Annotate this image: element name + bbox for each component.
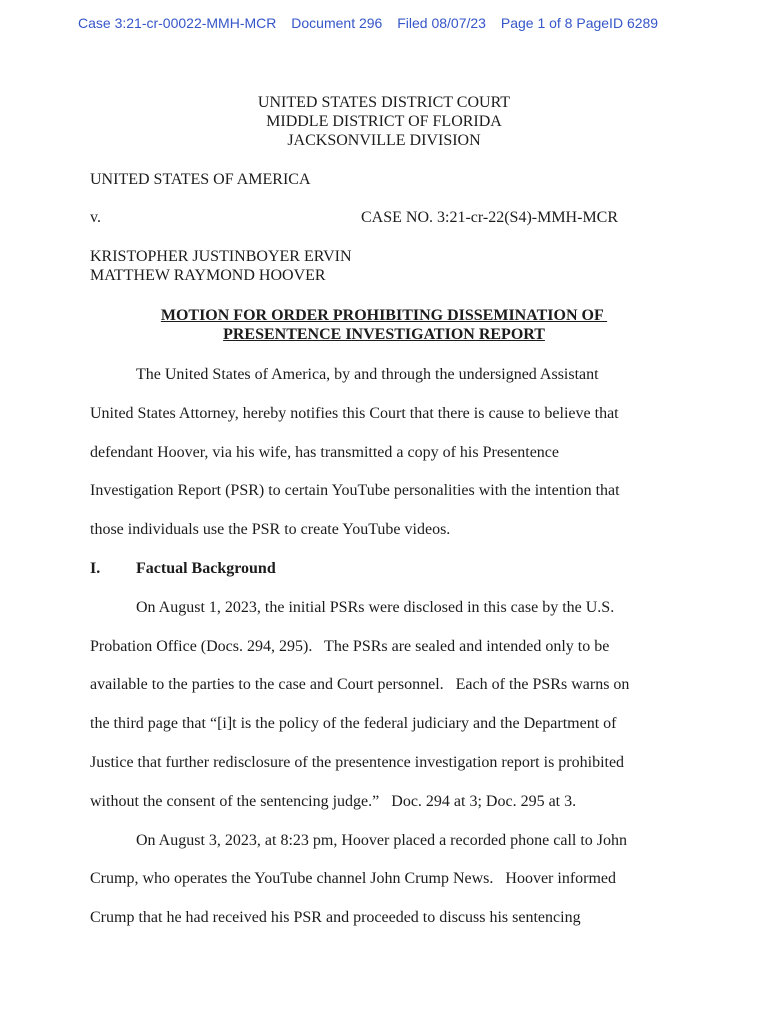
paragraph-line: those individuals use the PSR to create YouTube videos. xyxy=(90,521,451,539)
paragraph-line: United States Attorney, hereby notifies this Court that there is cause to believe that xyxy=(90,404,619,422)
paragraph-line: Justice that further redisclosure of the presentence investigation report is prohibited xyxy=(90,753,625,771)
page-id-stamp: Page 1 of 8 PageID 6289 xyxy=(500,15,659,31)
court-heading xyxy=(0,93,768,150)
caption-plaintiff: UNITED STATES OF AMERICA xyxy=(90,171,311,188)
court-district: MIDDLE DISTRICT OF FLORIDA xyxy=(266,113,502,130)
caption-versus-row xyxy=(90,208,690,228)
case-number: CASE NO. 3:21-cr-22(S4)-MMH-MCR xyxy=(361,209,619,226)
paragraph-factual-2 xyxy=(90,822,730,938)
paragraph-line: Crump that he had received his PSR and proceeded to discuss his sentencing xyxy=(90,909,581,927)
caption-defendant: MATTHEW RAYMOND HOOVER xyxy=(90,267,326,284)
paragraph-line: defendant Hoover, via his wife, has transmitted a copy of his Presentence xyxy=(90,443,559,461)
paragraph-line: Crump, who operates the YouTube channel John Crump News. Hoover informed xyxy=(90,870,617,888)
intro-paragraph xyxy=(90,356,730,550)
caption-defendant: KRISTOPHER JUSTINBOYER ERVIN xyxy=(90,248,352,265)
section-title: Factual Background xyxy=(136,559,276,577)
section-number: I. xyxy=(90,559,101,577)
paragraph-line: On August 3, 2023, at 8:23 pm, Hoover placed a recorded phone call to John xyxy=(136,831,627,849)
paragraph-line: Probation Office (Docs. 294, 295). The PSRs are sealed and intended only to be xyxy=(90,637,610,655)
paragraph-factual-1 xyxy=(90,589,730,822)
paragraph-line: On August 1, 2023, the initial PSRs were disclosed in this case by the U.S. xyxy=(136,598,615,616)
filed-date-stamp: Filed 08/07/23 xyxy=(397,15,486,31)
court-name: UNITED STATES DISTRICT COURT xyxy=(257,94,511,111)
paragraph-line: The United States of America, by and through the undersigned Assistant xyxy=(136,366,599,383)
paragraph-line: the third page that “[i]t is the policy of the federal judiciary and the Department of xyxy=(90,715,617,733)
motion-title-line: MOTION FOR ORDER PROHIBITING DISSEMINATION OF xyxy=(160,307,608,324)
caption-versus: v. xyxy=(90,209,101,226)
paragraph-line: Investigation Report (PSR) to certain YouTube personalities with the intention that xyxy=(90,482,620,500)
motion-title xyxy=(0,306,768,344)
motion-title-line: PRESENTENCE INVESTIGATION REPORT xyxy=(223,326,545,343)
court-division: JACKSONVILLE DIVISION xyxy=(287,132,481,149)
document-number-stamp: Document 296 xyxy=(291,15,383,31)
case-number-stamp: Case 3:21-cr-00022-MMH-MCR xyxy=(78,15,277,31)
filing-stamp xyxy=(78,14,658,32)
paragraph-line: without the consent of the sentencing judge.” Doc. 294 at 3; Doc. 295 at 3. xyxy=(90,792,577,810)
document-body xyxy=(90,356,730,938)
paragraph-line: available to the parties to the case and Court personnel. Each of the PSRs warns on xyxy=(90,676,630,694)
section-heading xyxy=(90,550,730,589)
